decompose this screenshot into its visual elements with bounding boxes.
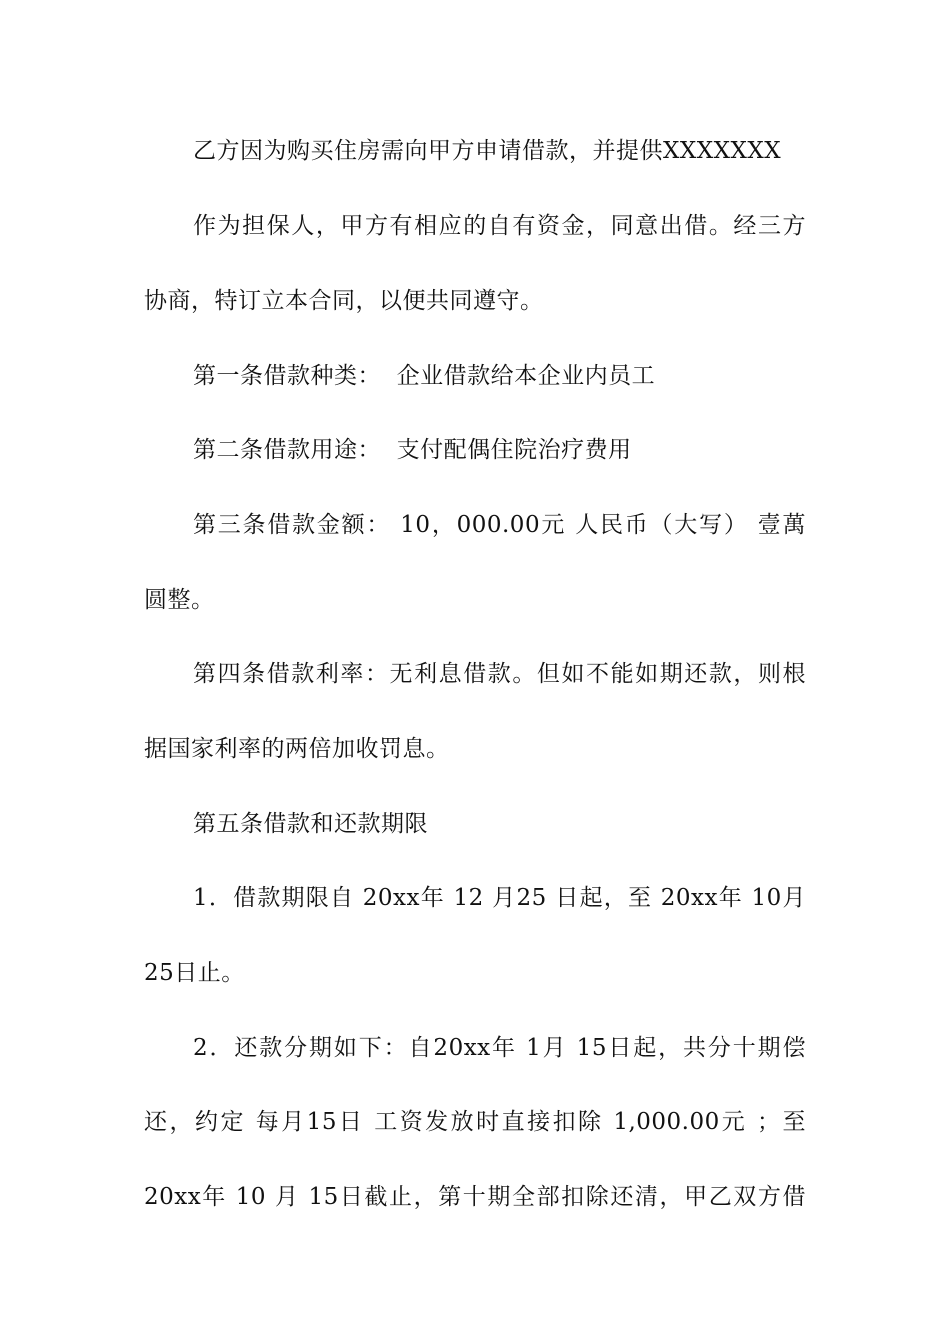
article-4-interest-rate: 第四条借款利率：无利息借款。但如不能如期还款，则根	[193, 661, 806, 687]
article-2-loan-purpose: 第二条借款用途： 支付配偶住院治疗费用	[193, 437, 632, 463]
article-3-amount-continued: 圆整。	[144, 587, 215, 613]
article-3-loan-amount: 第三条借款金额： 10，000.00元 人民币（大写） 壹萬	[193, 512, 806, 538]
article-1-loan-type: 第一条借款种类： 企业借款给本企业内员工	[193, 363, 656, 389]
article-4-continued: 据国家利率的两倍加收罚息。	[144, 736, 450, 762]
paragraph-line-2: 作为担保人，甲方有相应的自有资金，同意出借。经三方	[193, 213, 806, 239]
term-item-2: 2．还款分期如下：自20xx年 1月 15日起，共分十期偿	[193, 1035, 806, 1061]
paragraph-line-3: 协商，特订立本合同，以便共同遵守。	[144, 288, 544, 314]
article-5-heading: 第五条借款和还款期限	[193, 811, 428, 837]
term-item-1: 1．借款期限自 20xx年 12 月25 日起，至 20xx年 10月	[193, 885, 806, 911]
term-item-2-continued-2: 20xx年 10 月 15日截止，第十期全部扣除还清，甲乙双方借	[144, 1184, 806, 1210]
paragraph-line-1: 乙方因为购买住房需向甲方申请借款，并提供XXXXXXX	[193, 138, 782, 164]
term-item-2-continued: 还，约定 每月15日 工资发放时直接扣除 1,000.00元 ；至	[144, 1109, 806, 1135]
term-item-1-continued: 25日止。	[144, 960, 245, 986]
